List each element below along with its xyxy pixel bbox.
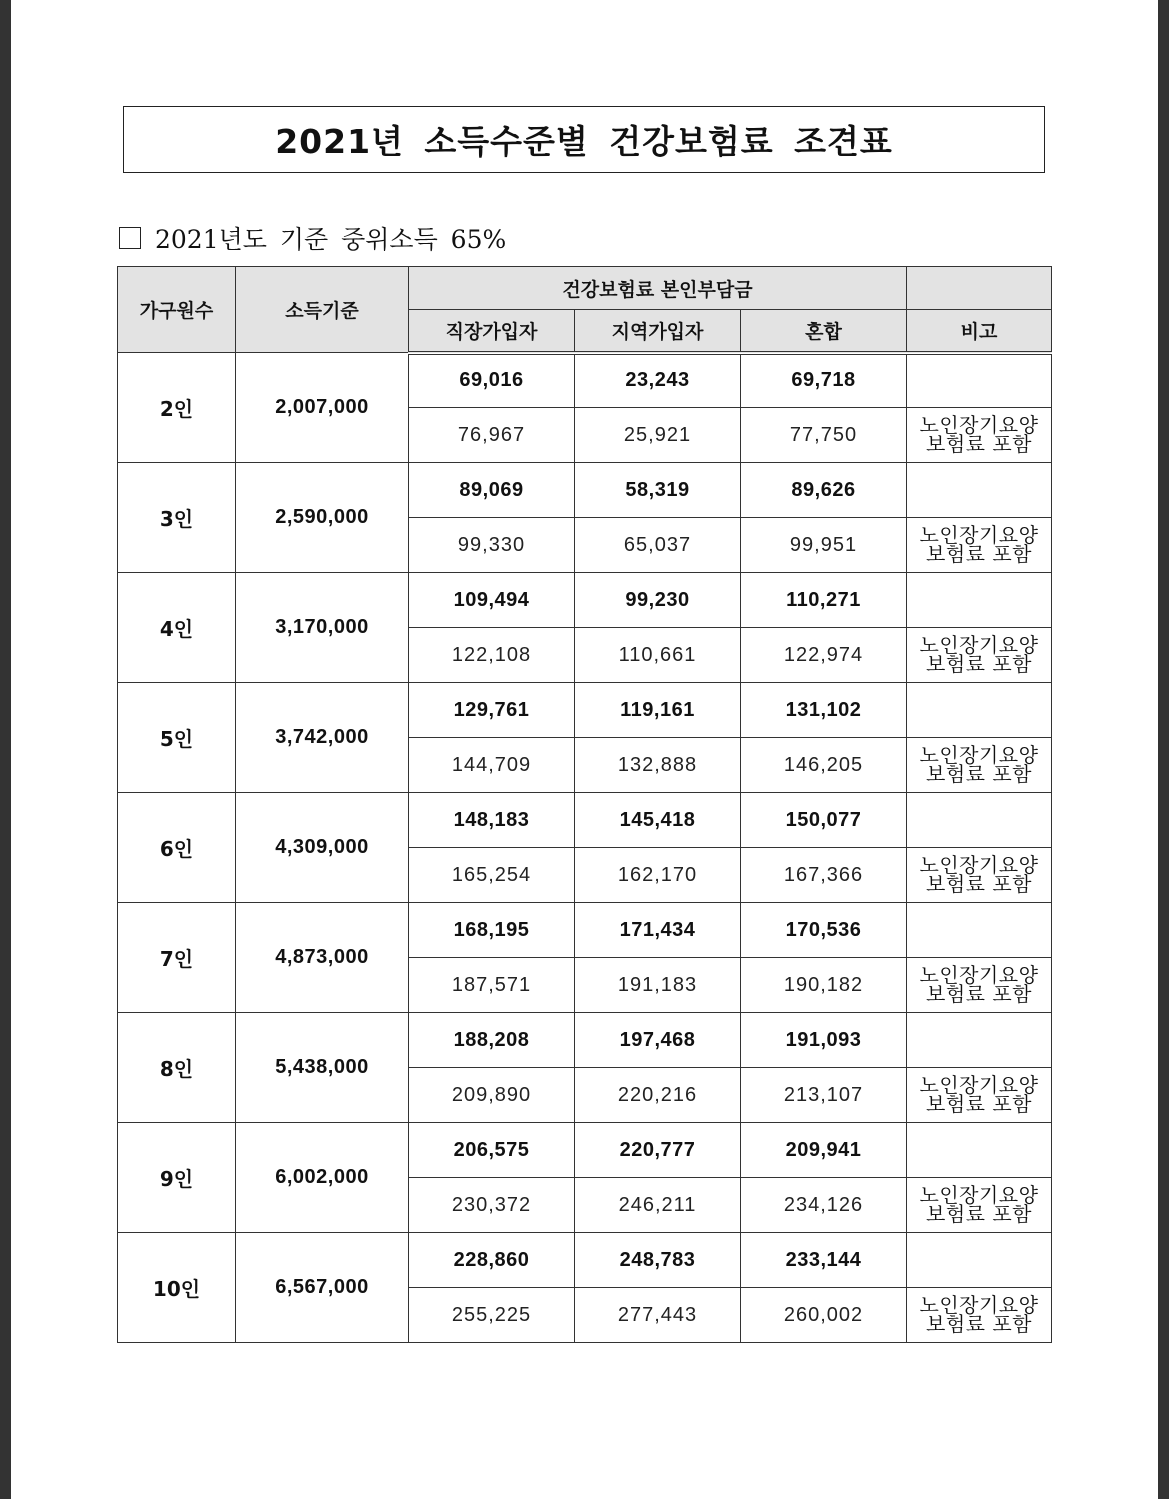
employee-premium-incl-cell: 76,967 [409, 408, 575, 463]
table-row [118, 793, 1052, 848]
regional-premium-incl-cell: 191,183 [575, 958, 741, 1013]
table-row [118, 1233, 1052, 1288]
income-cell: 5,438,000 [236, 1013, 409, 1123]
income-cell: 3,742,000 [236, 683, 409, 793]
employee-premium-cell: 109,494 [409, 573, 575, 628]
income-cell: 4,873,000 [236, 903, 409, 1013]
mixed-premium-cell: 89,626 [741, 463, 907, 518]
income-cell: 6,567,000 [236, 1233, 409, 1343]
remarks-note-line2: 보험료 포함 [926, 432, 1032, 456]
table-row [118, 1013, 1052, 1068]
mixed-premium-incl-cell: 190,182 [741, 958, 907, 1013]
regional-premium-incl-cell: 65,037 [575, 518, 741, 573]
remarks-note-line1: 노인장기요양 [919, 853, 1039, 877]
remarks-note-line1: 노인장기요양 [919, 413, 1039, 437]
checkbox-square-icon [119, 227, 141, 249]
regional-premium-incl-cell: 162,170 [575, 848, 741, 903]
remarks-note-line1: 노인장기요양 [919, 1183, 1039, 1207]
regional-premium-cell: 145,418 [575, 793, 741, 848]
header-blank [907, 267, 1052, 310]
regional-premium-cell: 58,319 [575, 463, 741, 518]
page-title: 2021년 소득수준별 건강보험료 조견표 [275, 122, 893, 161]
regional-premium-incl-cell: 25,921 [575, 408, 741, 463]
employee-premium-incl-cell: 99,330 [409, 518, 575, 573]
remarks-note-line1: 노인장기요양 [919, 1073, 1039, 1097]
employee-premium-cell: 69,016 [409, 353, 575, 408]
remarks-note-line1: 노인장기요양 [919, 743, 1039, 767]
table-body [118, 353, 1052, 1343]
remarks-empty-cell [907, 793, 1052, 848]
remarks-empty-cell [907, 1013, 1052, 1068]
mixed-premium-incl-cell: 77,750 [741, 408, 907, 463]
household-cell: 9인 [118, 1123, 236, 1233]
remarks-note-cell [907, 518, 1052, 573]
document-page [11, 0, 1158, 1499]
mixed-premium-cell: 191,093 [741, 1013, 907, 1068]
household-cell: 10인 [118, 1233, 236, 1343]
regional-premium-cell: 99,230 [575, 573, 741, 628]
household-cell: 5인 [118, 683, 236, 793]
table-row [118, 683, 1052, 738]
employee-premium-incl-cell: 122,108 [409, 628, 575, 683]
remarks-note-line2: 보험료 포함 [926, 982, 1032, 1006]
mixed-premium-incl-cell: 260,002 [741, 1288, 907, 1343]
employee-premium-cell: 89,069 [409, 463, 575, 518]
employee-premium-incl-cell: 165,254 [409, 848, 575, 903]
employee-premium-cell: 168,195 [409, 903, 575, 958]
remarks-note-cell [907, 958, 1052, 1013]
remarks-note-cell [907, 408, 1052, 463]
remarks-note-line2: 보험료 포함 [926, 652, 1032, 676]
remarks-note-cell [907, 628, 1052, 683]
employee-premium-cell: 129,761 [409, 683, 575, 738]
header-regional: 지역가입자 [575, 310, 741, 353]
mixed-premium-cell: 170,536 [741, 903, 907, 958]
header-premium-group: 건강보험료 본인부담금 [409, 267, 907, 310]
employee-premium-cell: 228,860 [409, 1233, 575, 1288]
mixed-premium-incl-cell: 99,951 [741, 518, 907, 573]
income-cell: 6,002,000 [236, 1123, 409, 1233]
mixed-premium-incl-cell: 167,366 [741, 848, 907, 903]
mixed-premium-cell: 131,102 [741, 683, 907, 738]
table-row [118, 903, 1052, 958]
household-cell: 8인 [118, 1013, 236, 1123]
regional-premium-cell: 23,243 [575, 353, 741, 408]
mixed-premium-incl-cell: 146,205 [741, 738, 907, 793]
remarks-note-line2: 보험료 포함 [926, 1092, 1032, 1116]
remarks-note-cell [907, 848, 1052, 903]
table-row [118, 353, 1052, 408]
income-cell: 3,170,000 [236, 573, 409, 683]
mixed-premium-incl-cell: 122,974 [741, 628, 907, 683]
remarks-empty-cell [907, 903, 1052, 958]
remarks-note-line1: 노인장기요양 [919, 523, 1039, 547]
mixed-premium-incl-cell: 213,107 [741, 1068, 907, 1123]
regional-premium-incl-cell: 246,211 [575, 1178, 741, 1233]
regional-premium-cell: 171,434 [575, 903, 741, 958]
section-heading-text: 2021년도 기준 중위소득 65% [155, 225, 507, 254]
regional-premium-incl-cell: 110,661 [575, 628, 741, 683]
remarks-note-cell [907, 1178, 1052, 1233]
regional-premium-incl-cell: 220,216 [575, 1068, 741, 1123]
employee-premium-incl-cell: 187,571 [409, 958, 575, 1013]
remarks-note-line2: 보험료 포함 [926, 1312, 1032, 1336]
mixed-premium-cell: 209,941 [741, 1123, 907, 1178]
remarks-empty-cell [907, 1123, 1052, 1178]
household-cell: 3인 [118, 463, 236, 573]
remarks-note-cell [907, 1068, 1052, 1123]
header-mixed: 혼합 [741, 310, 907, 353]
household-cell: 2인 [118, 353, 236, 463]
header-remarks: 비고 [907, 310, 1052, 353]
table-row [118, 573, 1052, 628]
remarks-note-cell [907, 1288, 1052, 1343]
header-employee: 직장가입자 [409, 310, 575, 353]
premium-table [117, 266, 1052, 1343]
section-heading [119, 218, 506, 258]
employee-premium-incl-cell: 255,225 [409, 1288, 575, 1343]
remarks-note-line1: 노인장기요양 [919, 1293, 1039, 1317]
remarks-empty-cell [907, 353, 1052, 408]
employee-premium-cell: 206,575 [409, 1123, 575, 1178]
remarks-empty-cell [907, 683, 1052, 738]
remarks-empty-cell [907, 1233, 1052, 1288]
regional-premium-cell: 197,468 [575, 1013, 741, 1068]
employee-premium-cell: 148,183 [409, 793, 575, 848]
regional-premium-incl-cell: 277,443 [575, 1288, 741, 1343]
remarks-note-line1: 노인장기요양 [919, 963, 1039, 987]
regional-premium-cell: 119,161 [575, 683, 741, 738]
remarks-note-line1: 노인장기요양 [919, 633, 1039, 657]
remarks-note-line2: 보험료 포함 [926, 542, 1032, 566]
mixed-premium-cell: 69,718 [741, 353, 907, 408]
income-cell: 2,590,000 [236, 463, 409, 573]
remarks-note-line2: 보험료 포함 [926, 872, 1032, 896]
remarks-empty-cell [907, 573, 1052, 628]
household-cell: 4인 [118, 573, 236, 683]
regional-premium-cell: 220,777 [575, 1123, 741, 1178]
remarks-note-line2: 보험료 포함 [926, 762, 1032, 786]
mixed-premium-cell: 233,144 [741, 1233, 907, 1288]
regional-premium-incl-cell: 132,888 [575, 738, 741, 793]
remarks-note-line2: 보험료 포함 [926, 1202, 1032, 1226]
employee-premium-incl-cell: 230,372 [409, 1178, 575, 1233]
title-box [123, 106, 1045, 173]
header-income: 소득기준 [236, 267, 409, 353]
mixed-premium-cell: 110,271 [741, 573, 907, 628]
table-row [118, 463, 1052, 518]
mixed-premium-cell: 150,077 [741, 793, 907, 848]
household-cell: 7인 [118, 903, 236, 1013]
remarks-note-cell [907, 738, 1052, 793]
employee-premium-cell: 188,208 [409, 1013, 575, 1068]
income-cell: 2,007,000 [236, 353, 409, 463]
income-cell: 4,309,000 [236, 793, 409, 903]
header-household: 가구원수 [118, 267, 236, 353]
household-cell: 6인 [118, 793, 236, 903]
regional-premium-cell: 248,783 [575, 1233, 741, 1288]
table-row [118, 1123, 1052, 1178]
employee-premium-incl-cell: 209,890 [409, 1068, 575, 1123]
mixed-premium-incl-cell: 234,126 [741, 1178, 907, 1233]
employee-premium-incl-cell: 144,709 [409, 738, 575, 793]
remarks-empty-cell [907, 463, 1052, 518]
